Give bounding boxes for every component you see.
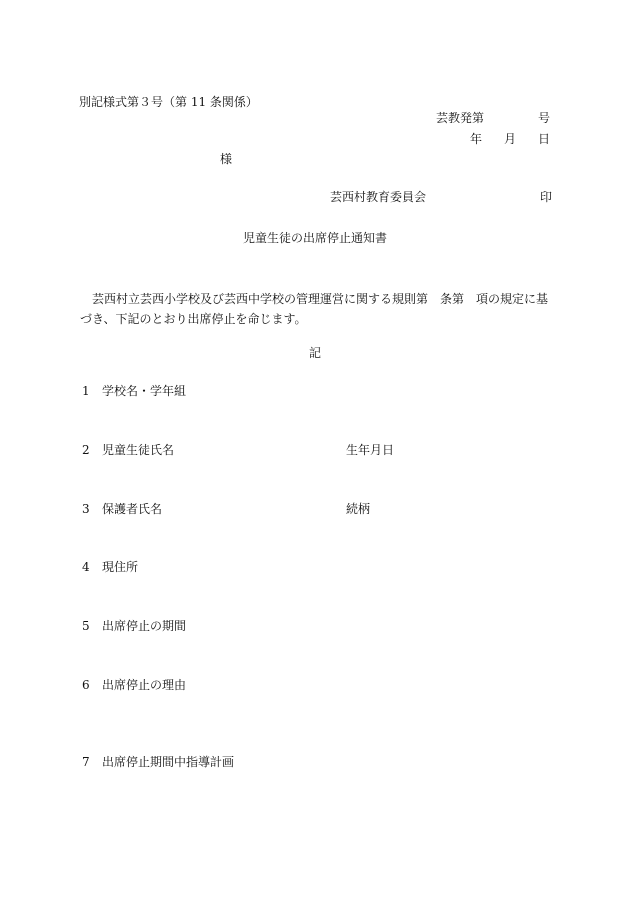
item-label: 保護者氏名 <box>102 502 163 516</box>
ki-heading: 記 <box>308 346 321 360</box>
recipient-honorific: 様 <box>220 152 233 166</box>
item-label: 現住所 <box>102 560 139 574</box>
item-label: 出席停止の理由 <box>102 678 187 692</box>
date-month: 月 <box>503 132 516 146</box>
item-label: 出席停止の期間 <box>102 619 187 633</box>
date-day: 日 <box>537 132 550 146</box>
document-number-prefix: 芸教発第 <box>436 111 485 125</box>
item-number: 6 <box>82 678 90 692</box>
body-paragraph: 芸西村立芸西小学校及び芸西中学校の管理運営に関する規則第 条第 項の規定に基づき、下記のとおり出席停止を命じます。 <box>80 292 549 326</box>
document-number-suffix: 号 <box>537 111 550 125</box>
form-label: 別記様式第３号（第 11 条関係） <box>79 95 258 109</box>
seal-mark: 印 <box>540 190 553 204</box>
document-number <box>436 112 550 124</box>
item-label: 児童生徒氏名 <box>102 443 175 457</box>
item-number: 3 <box>82 502 90 516</box>
document-title: 児童生徒の出席停止通知書 <box>242 231 387 245</box>
item-label: 出席停止期間中指導計画 <box>102 755 235 769</box>
item-number: 4 <box>82 560 90 574</box>
item-number: 5 <box>82 619 90 633</box>
document-date <box>470 133 550 145</box>
date-year: 年 <box>470 132 483 146</box>
issuer-name: 芸西村教育委員会 <box>330 190 427 204</box>
item-sub-label: 続柄 <box>346 502 371 516</box>
item-number: 2 <box>82 443 90 457</box>
item-label: 学校名・学年組 <box>102 384 187 398</box>
item-number: 7 <box>82 755 90 769</box>
item-sub-label: 生年月日 <box>346 443 395 457</box>
item-number: 1 <box>82 384 90 398</box>
